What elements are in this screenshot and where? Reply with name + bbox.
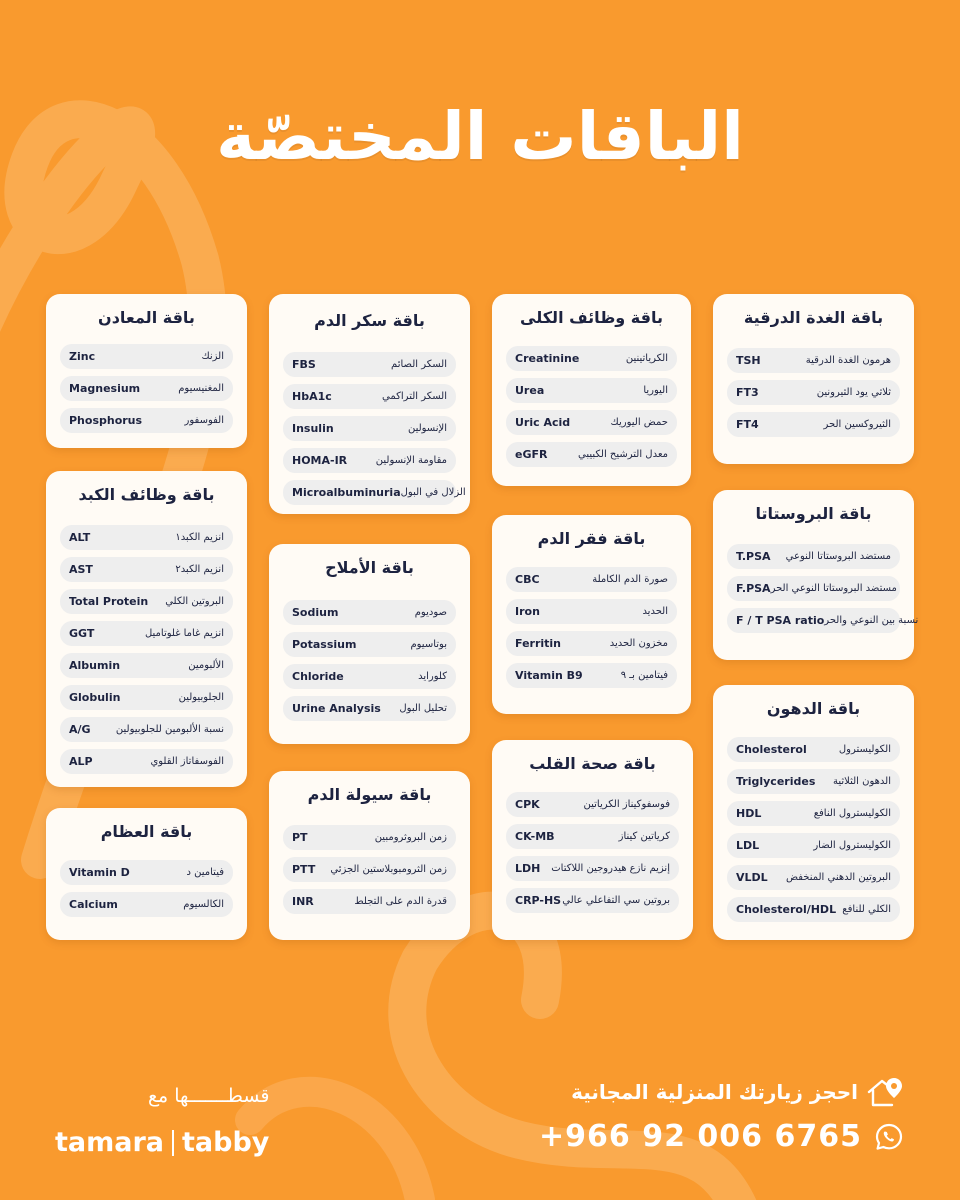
test-name-en: Sodium <box>292 606 339 619</box>
test-row <box>60 653 233 678</box>
test-row <box>506 824 679 849</box>
test-name-ar: الدهون الثلاثية <box>832 776 891 787</box>
test-row <box>283 857 456 882</box>
test-name-ar: فوسفوكيناز الكرياتين <box>583 799 670 810</box>
card-title: باقة الأملاح <box>325 558 414 577</box>
test-name-en: LDL <box>736 839 760 852</box>
test-row <box>506 792 679 817</box>
test-name-en: CPK <box>515 798 540 811</box>
test-name-ar: انزيم الكبد٢ <box>175 564 224 575</box>
card-title: باقة الدهون <box>766 699 861 718</box>
package-card-thyroid <box>713 294 914 464</box>
test-name-en: TSH <box>736 354 761 367</box>
test-name-en: VLDL <box>736 871 768 884</box>
test-name-en: Urine Analysis <box>292 702 381 715</box>
card-title: باقة سكر الدم <box>314 311 425 330</box>
package-card-liver <box>46 471 247 787</box>
test-row <box>727 801 900 826</box>
test-name-ar: مخزون الحديد <box>609 638 668 649</box>
test-name-ar: بوتاسيوم <box>410 639 447 650</box>
test-name-ar: فيتامين بـ ٩ <box>620 670 668 681</box>
test-name-ar: البروتين الدهني المنخفض <box>785 872 891 883</box>
test-row <box>727 897 900 922</box>
brand-divider <box>172 1130 174 1156</box>
test-name-ar: قدرة الدم على التجلط <box>354 896 447 907</box>
test-name-ar: نسبة الألبومين للجلوبيولين <box>115 724 224 735</box>
test-row <box>727 576 900 601</box>
test-name-ar: حمض اليوريك <box>610 417 668 428</box>
test-name-en: FBS <box>292 358 316 371</box>
card-title: باقة وظائف الكبد <box>78 485 215 504</box>
page-title: الباقات المختصّة <box>216 98 744 175</box>
test-name-en: Ferritin <box>515 637 562 650</box>
package-card-blood-sugar <box>269 294 470 514</box>
package-card-salts <box>269 544 470 744</box>
whatsapp-icon[interactable] <box>874 1122 904 1152</box>
test-name-en: HDL <box>736 807 762 820</box>
package-card-kidney <box>492 294 691 486</box>
test-name-ar: الكوليسترول النافع <box>813 808 891 819</box>
test-row <box>283 889 456 914</box>
test-name-ar: الفوسفور <box>184 415 224 426</box>
package-card-bones <box>46 808 247 940</box>
test-row <box>283 600 456 625</box>
home-location-icon <box>866 1076 904 1108</box>
phone-number[interactable]: +966 92 006 6765 <box>539 1119 862 1154</box>
test-name-en: Albumin <box>69 659 121 672</box>
test-name-en: T.PSA <box>736 550 771 563</box>
test-name-en: Urea <box>515 384 545 397</box>
test-name-en: Iron <box>515 605 540 618</box>
test-name-en: ALT <box>69 531 91 544</box>
test-name-en: PTT <box>292 863 316 876</box>
test-name-en: Zinc <box>69 350 96 363</box>
test-row <box>506 378 677 403</box>
test-name-en: ALP <box>69 755 93 768</box>
test-row <box>506 599 677 624</box>
test-name-en: CK-MB <box>515 830 555 843</box>
test-name-ar: الألبومين <box>188 660 224 671</box>
test-row <box>60 525 233 550</box>
home-visit-text: احجز زيارتك المنزلية المجانية <box>571 1080 858 1104</box>
test-row <box>727 412 900 437</box>
test-row <box>506 856 679 881</box>
test-name-en: Microalbuminuria <box>292 486 401 499</box>
test-row <box>727 865 900 890</box>
test-name-ar: الكوليسترول الضار <box>813 840 891 851</box>
contact-section <box>539 1075 904 1154</box>
test-row <box>283 384 456 409</box>
test-row <box>727 769 900 794</box>
test-name-ar: بروتين سي التفاعلي عالي <box>562 895 670 906</box>
card-title: باقة الغدة الدرقية <box>743 308 884 327</box>
test-row <box>283 825 456 850</box>
card-title: باقة صحة القلب <box>529 754 656 773</box>
installment-section <box>55 1083 269 1158</box>
test-row <box>283 448 456 473</box>
test-name-ar: السكر الصائم <box>391 359 447 370</box>
tamara-logo: tamara <box>55 1127 165 1158</box>
test-name-ar: مقاومة الإنسولين <box>375 455 447 466</box>
card-title: باقة البروستاتا <box>755 504 872 523</box>
test-row <box>727 833 900 858</box>
card-title: باقة فقر الدم <box>537 529 646 548</box>
test-name-ar: الزنك <box>201 351 224 362</box>
test-name-en: LDH <box>515 862 541 875</box>
test-name-en: Vitamin B9 <box>515 669 583 682</box>
test-row <box>727 544 900 569</box>
test-name-ar: اليوريا <box>643 385 668 396</box>
test-name-ar: تحليل البول <box>399 703 447 714</box>
test-name-ar: السكر التراكمي <box>382 391 447 402</box>
test-row <box>60 621 233 646</box>
package-card-coagulation <box>269 771 470 940</box>
test-name-en: HbA1c <box>292 390 332 403</box>
card-title: باقة المعادن <box>98 308 195 327</box>
package-card-prostate <box>713 490 919 660</box>
package-card-lipids <box>713 685 914 940</box>
test-name-ar: زمن البروثرومبين <box>374 832 447 843</box>
test-row <box>727 380 900 405</box>
test-name-ar: الكرياتينين <box>625 353 668 364</box>
test-row <box>506 442 677 467</box>
test-name-en: Cholesterol <box>736 743 807 756</box>
test-name-en: F / T PSA ratio <box>736 614 825 627</box>
test-name-ar: فيتامين د <box>186 867 224 878</box>
test-name-ar: كلورايد <box>418 671 447 682</box>
test-name-en: Calcium <box>69 898 118 911</box>
test-name-en: CBC <box>515 573 540 586</box>
test-row <box>727 737 900 762</box>
test-name-en: CRP-HS <box>515 894 562 907</box>
test-name-en: F.PSA <box>736 582 771 595</box>
test-name-ar: الكالسيوم <box>183 899 224 910</box>
test-name-ar: الكلي للنافع <box>842 904 891 915</box>
test-name-ar: مستضد البروستاتا النوعي <box>785 551 891 562</box>
test-name-en: HOMA-IR <box>292 454 348 467</box>
test-row <box>60 557 233 582</box>
test-row <box>283 416 456 441</box>
test-name-ar: الكوليسترول <box>838 744 891 755</box>
test-name-en: FT3 <box>736 386 759 399</box>
test-name-en: Potassium <box>292 638 357 651</box>
test-name-ar: المغنيسيوم <box>178 383 224 394</box>
test-name-en: Cholesterol/HDL <box>736 903 837 916</box>
test-row <box>506 567 677 592</box>
test-row <box>60 376 233 401</box>
test-row <box>283 480 466 505</box>
card-title: باقة العظام <box>100 822 193 841</box>
test-name-en: Total Protein <box>69 595 149 608</box>
test-name-ar: صورة الدم الكاملة <box>592 574 668 585</box>
test-row <box>506 346 677 371</box>
test-row <box>283 664 456 689</box>
test-row <box>283 632 456 657</box>
test-row <box>283 352 456 377</box>
test-name-en: GGT <box>69 627 95 640</box>
test-row <box>60 685 233 710</box>
test-name-ar: الجلوبيولين <box>178 692 224 703</box>
test-row <box>60 717 233 742</box>
test-name-ar: معدل الترشيح الكبيبي <box>578 449 668 460</box>
test-row <box>60 860 233 885</box>
test-name-en: Globulin <box>69 691 121 704</box>
test-row <box>506 888 679 913</box>
test-name-ar: الإنسولين <box>407 423 447 434</box>
package-card-heart <box>492 740 693 940</box>
test-name-en: Triglycerides <box>736 775 816 788</box>
test-name-ar: نسبة بين النوعي والحر <box>824 615 919 626</box>
test-name-en: eGFR <box>515 448 548 461</box>
test-name-en: INR <box>292 895 314 908</box>
test-name-ar: الحديد <box>642 606 668 617</box>
test-name-en: Magnesium <box>69 382 141 395</box>
test-row <box>506 410 677 435</box>
test-row <box>60 344 233 369</box>
card-title: باقة وظائف الكلى <box>520 308 663 327</box>
tabby-logo: tabby <box>182 1127 270 1158</box>
test-name-ar: ثلاثي يود الثيرونين <box>816 387 891 398</box>
test-name-ar: إنزيم نازع هيدروجين اللاكتات <box>551 863 670 874</box>
test-name-en: Insulin <box>292 422 334 435</box>
test-row <box>60 749 233 774</box>
test-name-ar: الزلال في البول <box>400 487 466 498</box>
test-name-en: PT <box>292 831 308 844</box>
test-name-ar: صوديوم <box>414 607 447 618</box>
test-name-en: A/G <box>69 723 91 736</box>
test-name-ar: انزيم الكبد١ <box>175 532 224 543</box>
test-name-en: Chloride <box>292 670 344 683</box>
test-name-en: AST <box>69 563 93 576</box>
test-name-ar: انزيم غاما غلوتاميل <box>144 628 224 639</box>
test-row <box>60 892 233 917</box>
installment-text: قسطـــــــها مع <box>147 1085 270 1107</box>
test-row <box>60 589 233 614</box>
test-name-en: Vitamin D <box>69 866 130 879</box>
test-name-en: Phosphorus <box>69 414 143 427</box>
test-row <box>60 408 233 433</box>
test-name-ar: البروتين الكلي <box>165 596 224 607</box>
test-name-en: FT4 <box>736 418 759 431</box>
test-name-ar: كرياتين كيناز <box>618 831 670 842</box>
package-card-minerals <box>46 294 247 448</box>
test-row <box>727 348 900 373</box>
test-row <box>727 608 919 633</box>
test-name-en: Creatinine <box>515 352 580 365</box>
test-name-ar: هرمون الغدة الدرقية <box>805 355 891 366</box>
test-row <box>506 663 677 688</box>
test-name-ar: زمن الثرومبوبلاستين الجزئي <box>330 864 447 875</box>
test-name-ar: الفوسفاتاز القلوي <box>150 756 224 767</box>
test-name-en: Uric Acid <box>515 416 571 429</box>
test-name-ar: الثيروكسين الحر <box>823 419 891 430</box>
package-card-anemia <box>492 515 691 714</box>
test-name-ar: مستضد البروستاتا النوعي الحر <box>770 583 897 594</box>
card-title: باقة سيولة الدم <box>307 785 432 804</box>
test-row <box>506 631 677 656</box>
test-row <box>283 696 456 721</box>
